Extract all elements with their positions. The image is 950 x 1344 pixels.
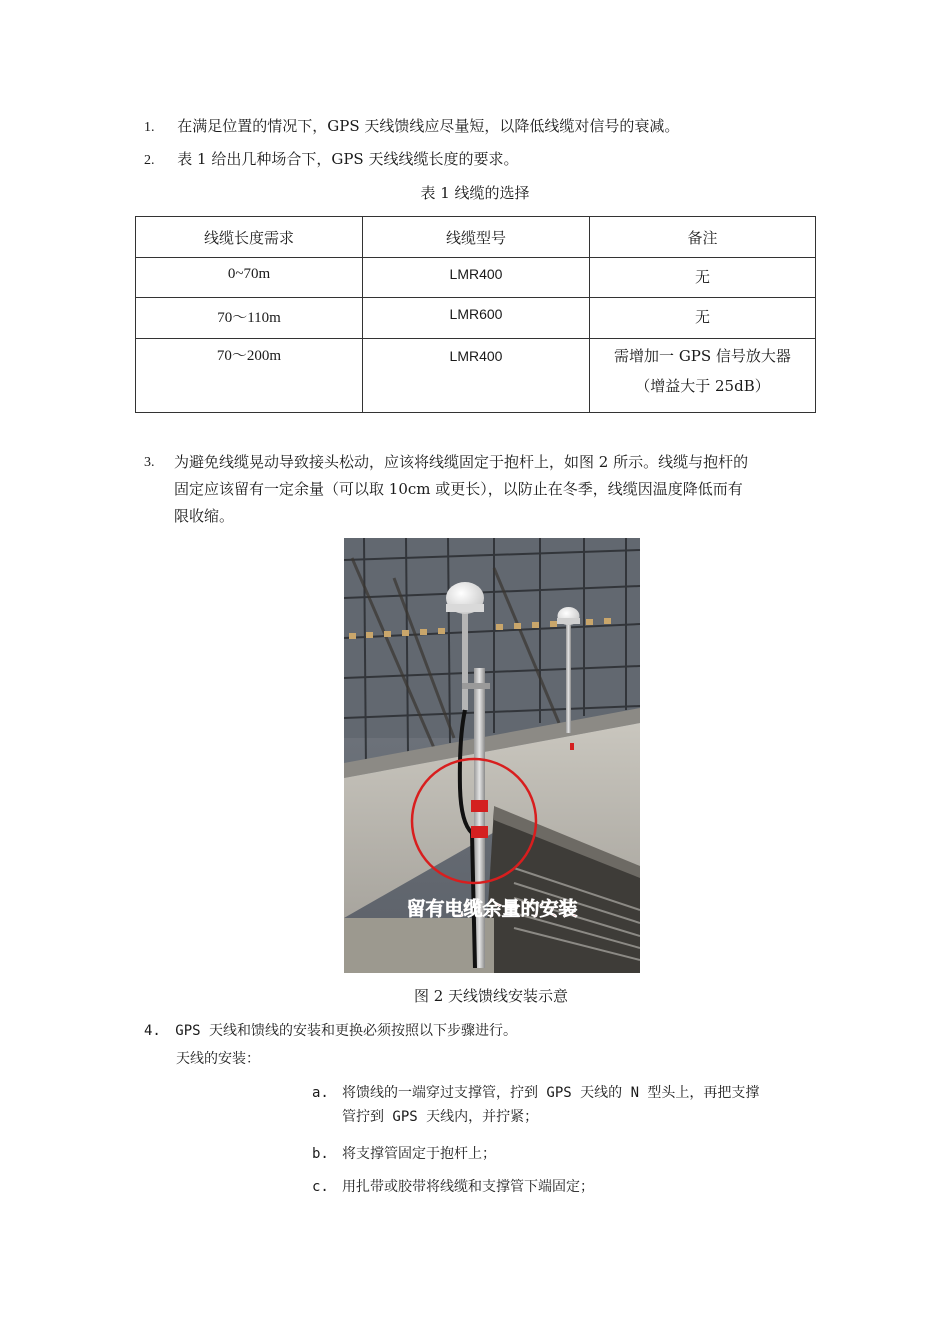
- table-cell-note-line: （增益大于 25dB）: [635, 376, 770, 395]
- list-item-3: [144, 449, 748, 530]
- step-text-line: 用扎带或胶带将线缆和支撑管下端固定；: [342, 1179, 594, 1195]
- table-cell-note: 无: [590, 298, 816, 338]
- list-text-line: 限收缩。: [174, 507, 235, 525]
- list-text: 表 1 给出几种场合下，GPS 天线线缆长度的要求。: [177, 150, 519, 168]
- install-step-c: [312, 1175, 594, 1199]
- table-cell-note-line: 需增加一 GPS 信号放大器: [614, 346, 791, 365]
- cable-table: [135, 216, 816, 413]
- list-number: 3.: [144, 455, 155, 470]
- list-item-2: [144, 148, 518, 172]
- list-number: 4.: [144, 1023, 161, 1039]
- list-text: GPS 天线和馈线的安装和更换必须按照以下步骤进行。: [175, 1023, 518, 1039]
- step-text-line: 将馈线的一端穿过支撑管，拧到 GPS 天线的 N 型头上，再把支撑: [342, 1085, 760, 1101]
- list-number: 2.: [144, 153, 155, 168]
- table-cell-model: LMR600: [363, 298, 590, 338]
- list-text-line: 为避免线缆晃动导致接头松动，应该将线缆固定于抱杆上，如图 2 所示。线缆与抱杆的: [174, 453, 749, 471]
- install-heading: 天线的安装：: [176, 1051, 260, 1067]
- list-number: 1.: [144, 120, 155, 135]
- table-cell-model: LMR400: [363, 338, 590, 412]
- table-header-row: [136, 217, 816, 258]
- table-row: [136, 298, 816, 338]
- table-cell-length: 0~70m: [136, 258, 363, 298]
- table-cell-note: 无: [590, 258, 816, 298]
- install-step-a: [312, 1081, 759, 1129]
- figure-caption: 图 2 天线馈线安装示意: [413, 987, 569, 1005]
- photo-overlay-text: 留有电缆余量的安装: [406, 898, 578, 920]
- step-text-line: 将支撑管固定于抱杆上；: [342, 1146, 496, 1162]
- antenna-installation-photo: [344, 538, 640, 973]
- list-item-4: [144, 1020, 517, 1042]
- table-cell-note: [590, 338, 816, 412]
- table-cell-length: 70～200m: [136, 338, 363, 412]
- table-caption: 表 1 线缆的选择: [420, 184, 530, 202]
- table-header-cell: 线缆型号: [363, 217, 590, 258]
- install-step-b: [312, 1142, 496, 1166]
- step-text-line: 管拧到 GPS 天线内，并拧紧；: [342, 1109, 539, 1125]
- table-row: [136, 258, 816, 298]
- table-row: [136, 338, 816, 412]
- step-letter: a.: [312, 1085, 329, 1101]
- table-cell-model: LMR400: [363, 258, 590, 298]
- table-cell-length: 70～110m: [136, 298, 363, 338]
- list-text: 在满足位置的情况下，GPS 天线馈线应尽量短，以降低线缆对信号的衰减。: [177, 117, 680, 135]
- step-letter: b.: [312, 1146, 329, 1162]
- step-letter: c.: [312, 1179, 329, 1195]
- table-header-cell: 备注: [590, 217, 816, 258]
- table-header-cell: 线缆长度需求: [136, 217, 363, 258]
- list-item-1: [144, 115, 679, 139]
- list-text-line: 固定应该留有一定余量（可以取 10cm 或更长），以防止在冬季，线缆因温度降低而有: [174, 480, 743, 498]
